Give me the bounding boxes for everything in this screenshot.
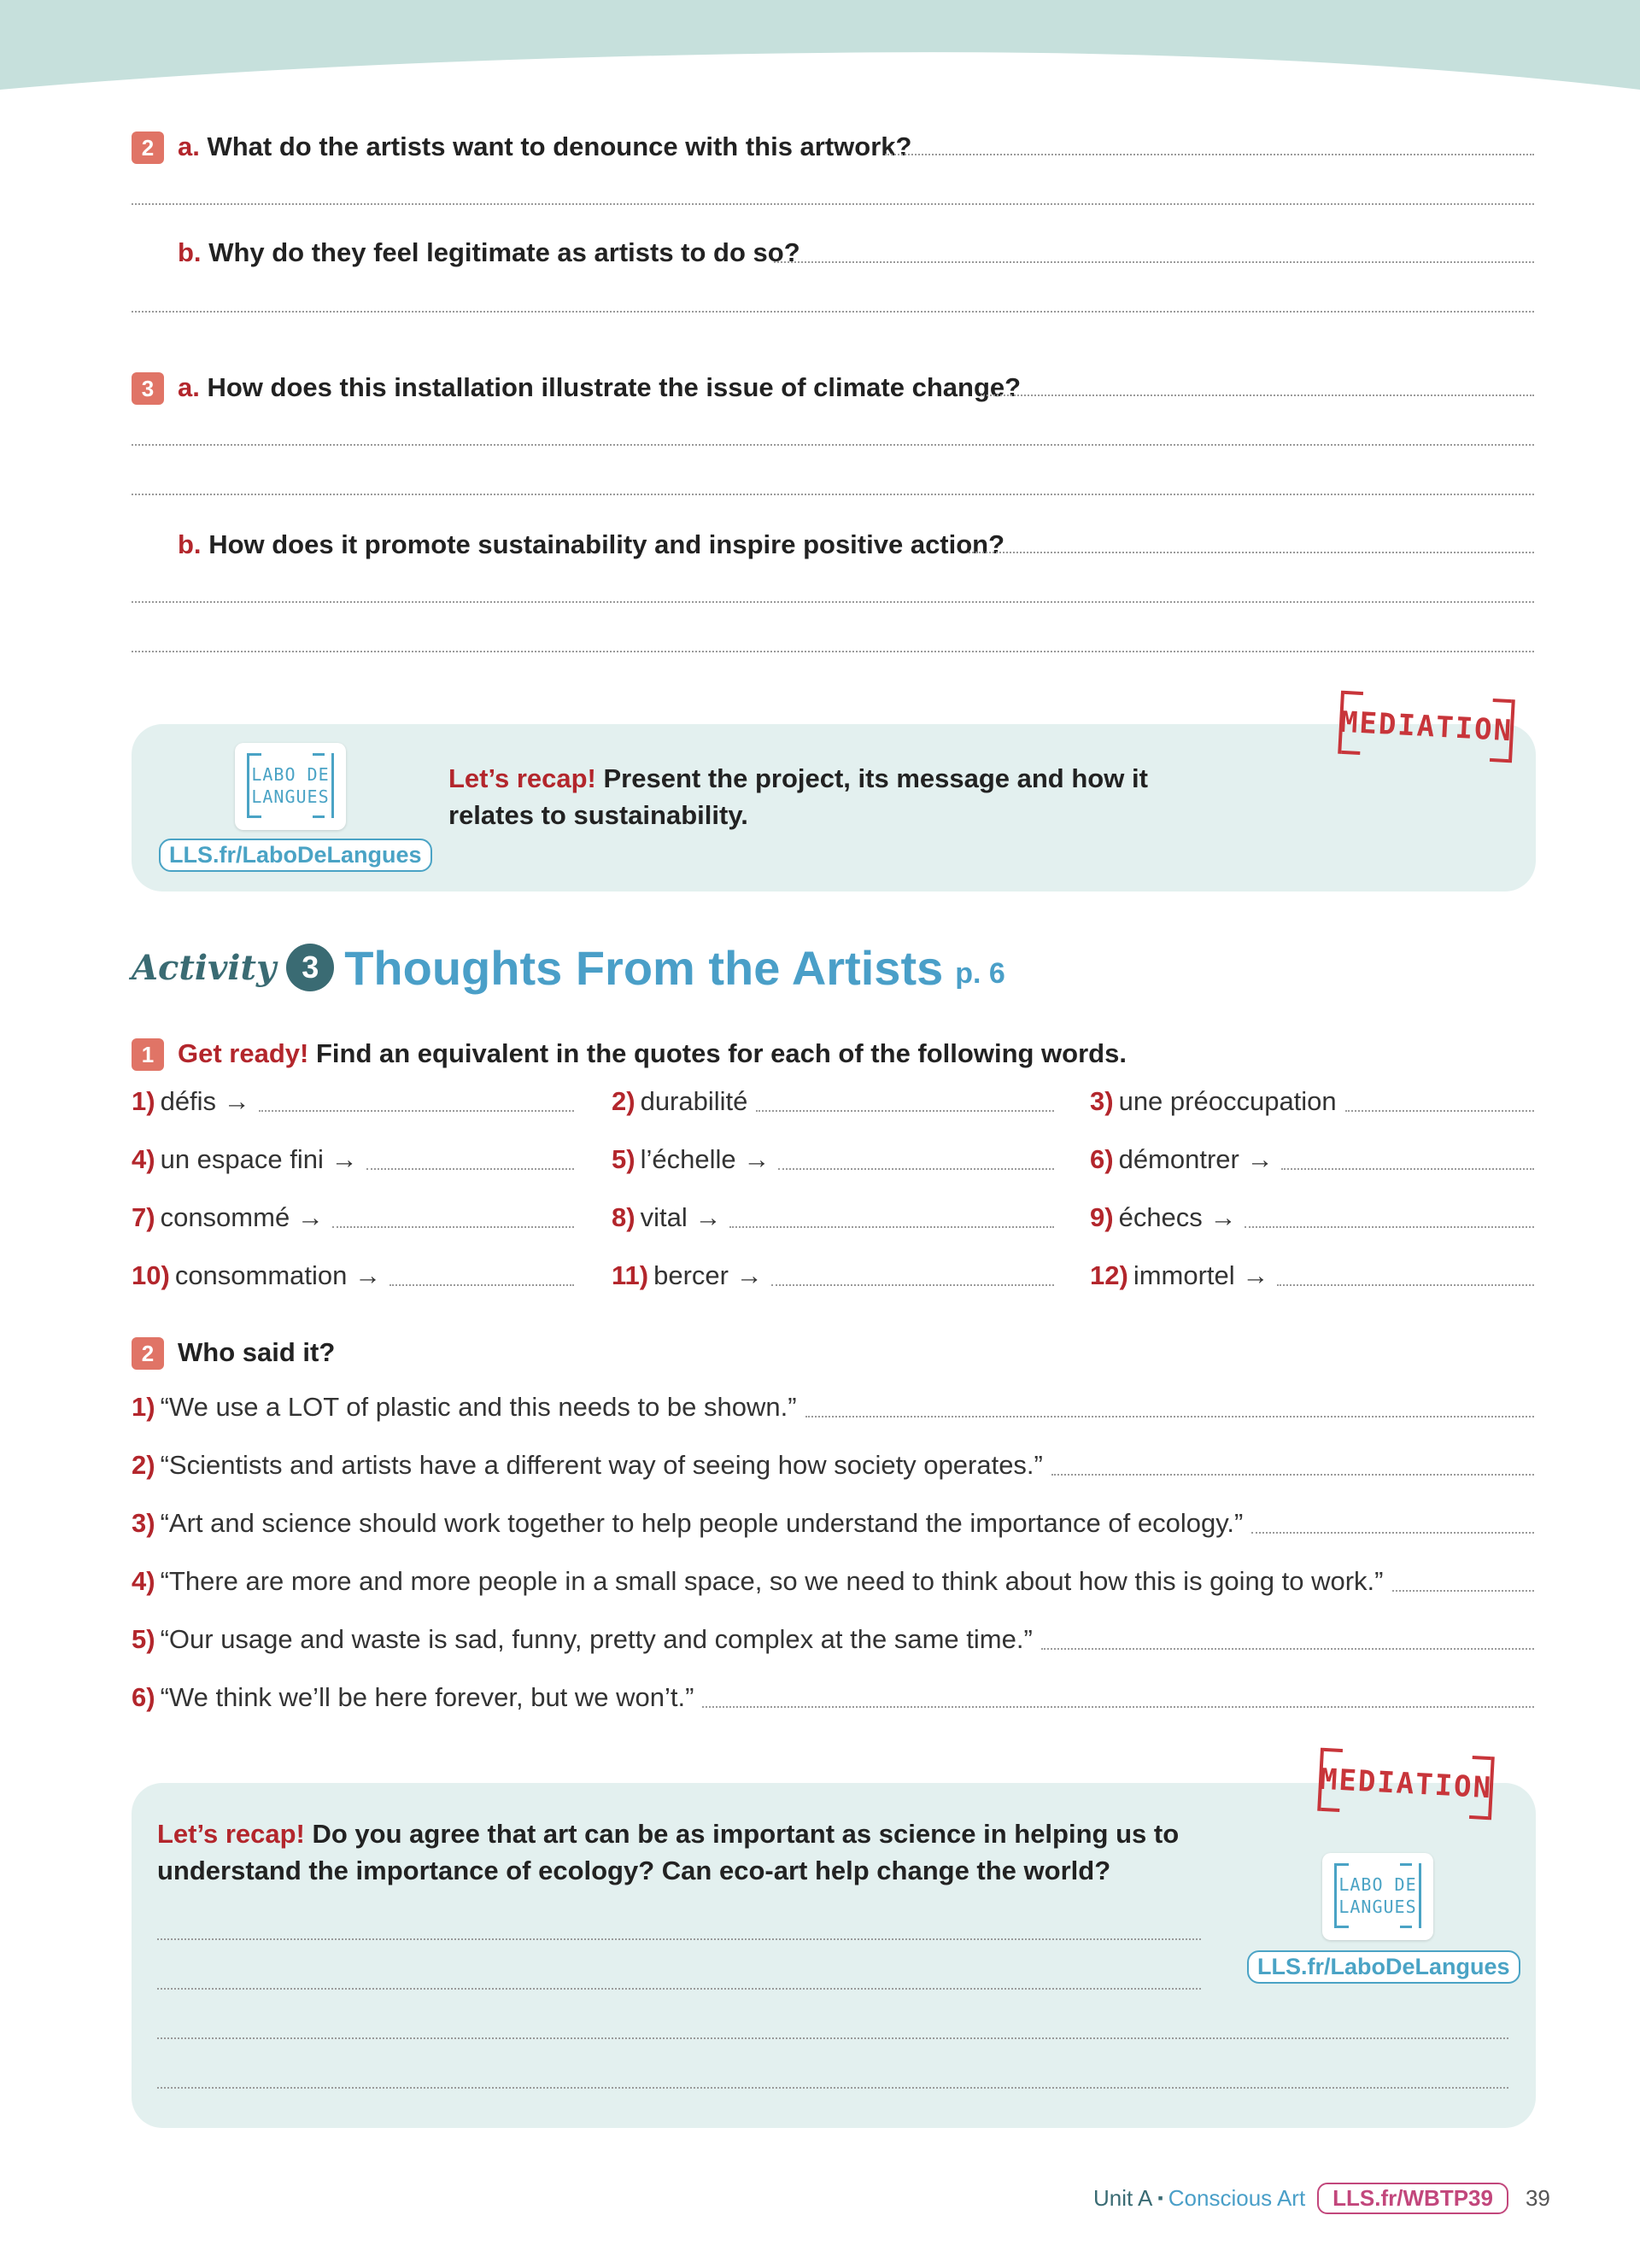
answer-line[interactable] bbox=[132, 494, 1534, 495]
question-label: a. bbox=[178, 372, 200, 402]
question-label: a. bbox=[178, 132, 200, 161]
answer-line[interactable] bbox=[132, 601, 1534, 603]
vocab-item: 3) une préoccupation bbox=[1090, 1086, 1337, 1116]
answer-line[interactable] bbox=[778, 1168, 1054, 1170]
task-text: Find an equivalent in the quotes for each of the following words. bbox=[315, 1038, 1127, 1068]
answer-line[interactable] bbox=[132, 651, 1534, 652]
answer-line[interactable] bbox=[1281, 1168, 1534, 1170]
labo-de-langues-link[interactable]: LLS.fr/LaboDeLangues bbox=[159, 839, 432, 872]
quote-item: 1) “We use a LOT of plastic and this needs to be shown.” bbox=[132, 1392, 797, 1422]
recap-lead: Let’s recap! bbox=[448, 763, 596, 793]
recap-body: Do you agree that art can be as important as science in helping us to understand the importance of ecology? Can eco-art help change the world? bbox=[157, 1819, 1180, 1885]
answer-line[interactable] bbox=[1251, 1532, 1534, 1534]
answer-line[interactable] bbox=[157, 1938, 1201, 1940]
answer-line[interactable] bbox=[132, 444, 1534, 446]
vocab-item: 11) bercer → bbox=[612, 1260, 763, 1290]
answer-line[interactable] bbox=[805, 1416, 1534, 1418]
page-number: 39 bbox=[1525, 2184, 1550, 2211]
vocab-item: 2) durabilité bbox=[612, 1086, 748, 1116]
vocab-item: 10) consommation → bbox=[132, 1260, 382, 1290]
vocab-item: 7) consommé → bbox=[132, 1202, 324, 1232]
vocab-item: 5) l’échelle → bbox=[612, 1144, 770, 1174]
activity-heading bbox=[132, 938, 1005, 997]
answer-line[interactable] bbox=[1392, 1590, 1534, 1592]
answer-line[interactable] bbox=[366, 1168, 574, 1170]
quote-item: 5) “Our usage and waste is sad, funny, pretty and complex at the same time.” bbox=[132, 1624, 1033, 1654]
task-number-badge: 1 bbox=[132, 1038, 164, 1071]
footer-unit: Unit A bbox=[1093, 2184, 1153, 2211]
answer-line[interactable] bbox=[259, 1110, 574, 1112]
recap-lead: Let’s recap! bbox=[157, 1819, 305, 1849]
answer-line[interactable] bbox=[1277, 1284, 1534, 1286]
answer-line[interactable] bbox=[1345, 1110, 1534, 1112]
answer-line[interactable] bbox=[390, 1284, 574, 1286]
answer-line[interactable] bbox=[969, 552, 1534, 553]
quote-item: 6) “We think we’ll be here forever, but we won’t.” bbox=[132, 1682, 694, 1712]
question-label: b. bbox=[178, 237, 202, 267]
answer-line[interactable] bbox=[332, 1226, 574, 1228]
vocab-item: 12) immortel → bbox=[1090, 1260, 1269, 1290]
answer-line[interactable] bbox=[132, 311, 1534, 313]
recap-text bbox=[157, 1815, 1182, 1889]
answer-line[interactable] bbox=[157, 2087, 1508, 2089]
task-1-instruction bbox=[178, 1038, 1127, 1069]
answer-line[interactable] bbox=[981, 395, 1534, 396]
question-number-badge: 2 bbox=[132, 132, 164, 164]
labo-de-langues-logo[interactable]: LABO DE LANGUES bbox=[1322, 1853, 1433, 1940]
vocab-item: 6) démontrer → bbox=[1090, 1144, 1274, 1174]
answer-line[interactable] bbox=[702, 1706, 1534, 1708]
quote-item: 4) “There are more and more people in a small space, so we need to think about how this is going to work.” bbox=[132, 1566, 1384, 1596]
task-2-instruction: Who said it? bbox=[178, 1337, 336, 1367]
question-2a bbox=[178, 132, 911, 162]
labo-de-langues-logo[interactable]: LABO DE LANGUES bbox=[235, 743, 346, 830]
answer-line[interactable] bbox=[771, 1284, 1054, 1286]
question-label: b. bbox=[178, 529, 202, 559]
question-3a bbox=[178, 372, 1021, 403]
question-text: How does this installation illustrate the issue of climate change? bbox=[207, 372, 1022, 402]
answer-line[interactable] bbox=[774, 261, 1534, 263]
answer-line[interactable] bbox=[1245, 1226, 1534, 1228]
question-text: What do the artists want to denounce with this artwork? bbox=[207, 132, 912, 161]
labo-de-langues-link[interactable]: LLS.fr/LaboDeLangues bbox=[1247, 1950, 1520, 1984]
vocab-item: 4) un espace fini → bbox=[132, 1144, 358, 1174]
recap-body: Present the project, its message and how it relates to sustainability. bbox=[448, 763, 1148, 830]
footer-separator: ▪ bbox=[1157, 2189, 1163, 2207]
footer-link[interactable]: LLS.fr/WBTP39 bbox=[1317, 2183, 1508, 2214]
answer-line[interactable] bbox=[729, 1226, 1054, 1228]
quote-item: 2) “Scientists and artists have a different way of seeing how society operates.” bbox=[132, 1450, 1043, 1480]
vocab-item: 8) vital → bbox=[612, 1202, 722, 1232]
answer-line[interactable] bbox=[756, 1110, 1054, 1112]
answer-line[interactable] bbox=[1051, 1474, 1534, 1476]
vocab-item: 1) défis → bbox=[132, 1086, 250, 1116]
answer-line[interactable] bbox=[885, 154, 1534, 155]
activity-label: Activity bbox=[132, 947, 277, 988]
footer bbox=[1093, 2181, 1550, 2215]
activity-number-badge: 3 bbox=[286, 944, 334, 991]
activity-page-ref: p. 6 bbox=[955, 956, 1005, 990]
answer-line[interactable] bbox=[157, 2037, 1508, 2039]
question-text: How does it promote sustainability and inspire positive action? bbox=[208, 529, 1005, 559]
task-number-badge: 2 bbox=[132, 1337, 164, 1370]
footer-section: Conscious Art bbox=[1168, 2184, 1306, 2211]
vocab-item: 9) échecs → bbox=[1090, 1202, 1237, 1232]
mediation-stamp: MEDIATION bbox=[1338, 691, 1515, 763]
quote-item: 3) “Art and science should work together to help people understand the importance of ecology.” bbox=[132, 1508, 1244, 1538]
question-2b bbox=[178, 237, 800, 268]
answer-line[interactable] bbox=[132, 203, 1534, 205]
header-wave bbox=[0, 0, 1640, 94]
question-text: Why do they feel legitimate as artists to do so? bbox=[208, 237, 800, 267]
question-number-badge: 3 bbox=[132, 372, 164, 405]
mediation-stamp: MEDIATION bbox=[1317, 1748, 1495, 1821]
question-3b bbox=[178, 529, 1004, 560]
answer-line[interactable] bbox=[157, 1988, 1201, 1990]
task-lead: Get ready! bbox=[178, 1038, 309, 1068]
activity-title: Thoughts From the Artists bbox=[344, 940, 944, 995]
recap-text bbox=[448, 760, 1234, 833]
answer-line[interactable] bbox=[1041, 1648, 1534, 1650]
